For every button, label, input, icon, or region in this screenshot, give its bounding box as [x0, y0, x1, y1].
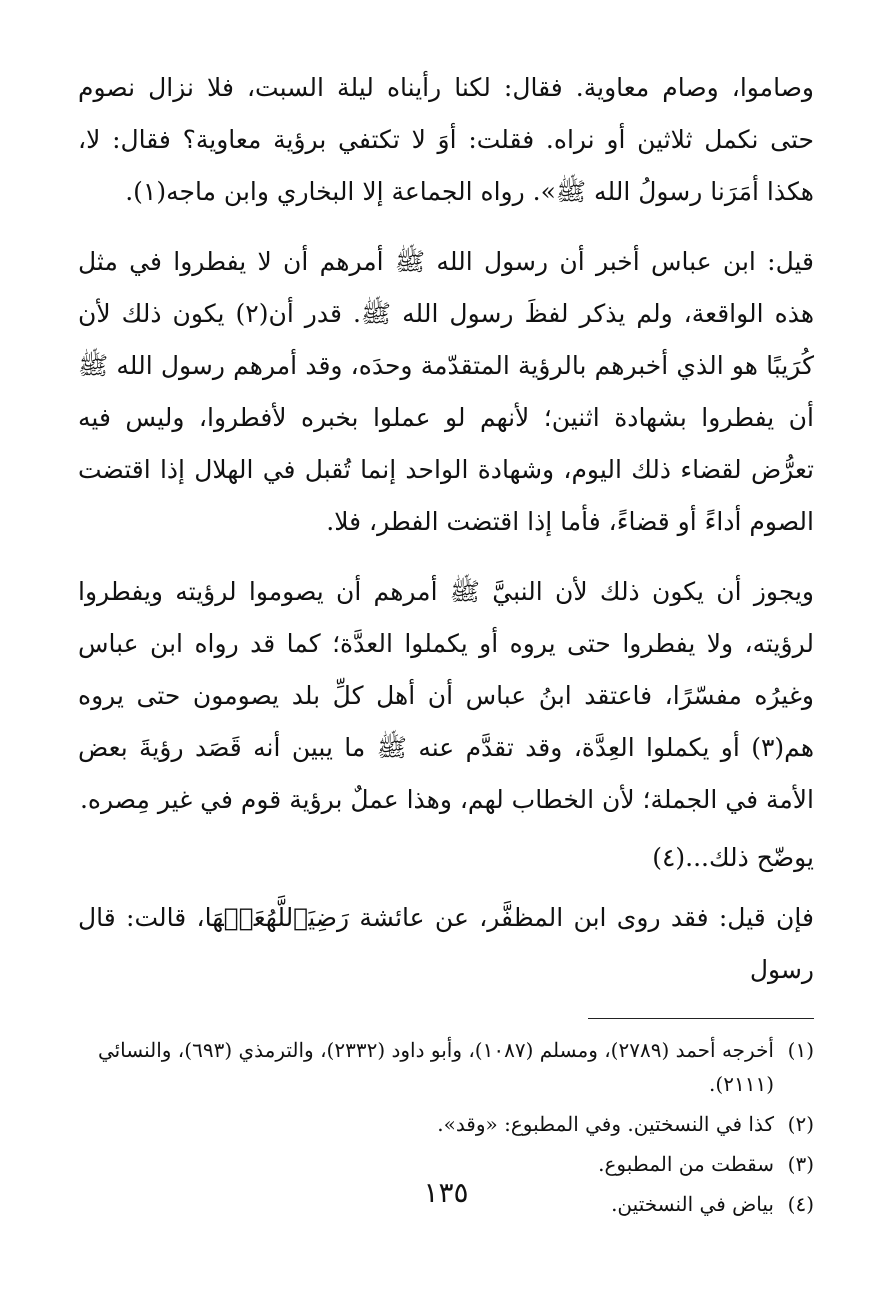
footnote-number: (٢) — [787, 1112, 814, 1136]
footnote-number: (١) — [787, 1038, 814, 1062]
paragraph-5: فإن قيل: فقد روى ابن المظفَّر، عن عائشة رَضِيَٱللَّهُعَنۡهَا، قالت: قال رسول — [78, 903, 814, 984]
footnote-2 — [78, 1107, 814, 1141]
footnote-number: (٣) — [787, 1152, 814, 1176]
footnote-text: كذا في النسختين. وفي المطبوع: «وقد». — [437, 1112, 774, 1136]
book-page — [78, 62, 814, 1232]
footnote-text: بياض في النسختين. — [611, 1192, 774, 1216]
footnote-number: (٤) — [787, 1192, 814, 1216]
paragraph-4: يوضّح ذلك...(٤) — [652, 843, 814, 872]
paragraph-3: ويجوز أن يكون ذلك لأن النبيَّ ﷺ أمرهم أن يصوموا لرؤيته ويفطروا لرؤيته، ولا يفطروا حتى يروه أو يكملوا العدَّة؛ كما قد رواه ابن عباس وغيرُه مفسّرًا، فاعتقد ابنُ عباس أن أهل كلِّ بلد يصومون حتى يروه هم(٣) أو يكملوا العِدَّة، وقد تقدَّم عنه ﷺ ما يبين أنه قَصَد رؤيةَ بعض الأمة في الجملة؛ لأن الخطاب لهم، وهذا عملٌ برؤية قوم في غير مِصره. — [78, 577, 814, 814]
paragraph-2: قيل: ابن عباس أخبر أن رسول الله ﷺ أمرهم أن لا يفطروا في مثل هذه الواقعة، ولم يذكر لفظَ رسول الله ﷺ. قدر أن(٢) يكون ذلك لأن كُرَيبًا هو الذي أخبرهم بالرؤية المتقدّمة وحدَه، وقد أمرهم رسول الله ﷺ أن يفطروا بشهادة اثنين؛ لأنهم لو عملوا بخبره لأفطروا، وليس فيه تعرُّض لقضاء ذلك اليوم، وشهادة الواحد إنما تُقبل في الهلال إذا اقتضت الصوم أداءً أو قضاءً، فأما إذا اقتضت الفطر، فلا. — [78, 247, 815, 536]
footnote-1 — [78, 1033, 814, 1101]
footnote-text: أخرجه أحمد (٢٧٨٩)، ومسلم (١٠٨٧)، وأبو داود (٢٣٣٢)، والترمذي (٦٩٣)، والنسائي (٢١١١). — [97, 1038, 774, 1096]
footnote-text: سقطت من المطبوع. — [598, 1152, 774, 1176]
footnote-separator — [588, 1018, 814, 1019]
paragraph-1: وصاموا، وصام معاوية. فقال: لكنا رأيناه ليلة السبت، فلا نزال نصوم حتى نكمل ثلاثين أو نراه. فقلت: أوَ لا تكتفي برؤية معاوية؟ فقال: لا، هكذا أمَرَنا رسولُ الله ﷺ». رواه الجماعة إلا البخاري وابن ماجه(١). — [78, 73, 814, 206]
page-number: ١٣٥ — [423, 1176, 469, 1209]
